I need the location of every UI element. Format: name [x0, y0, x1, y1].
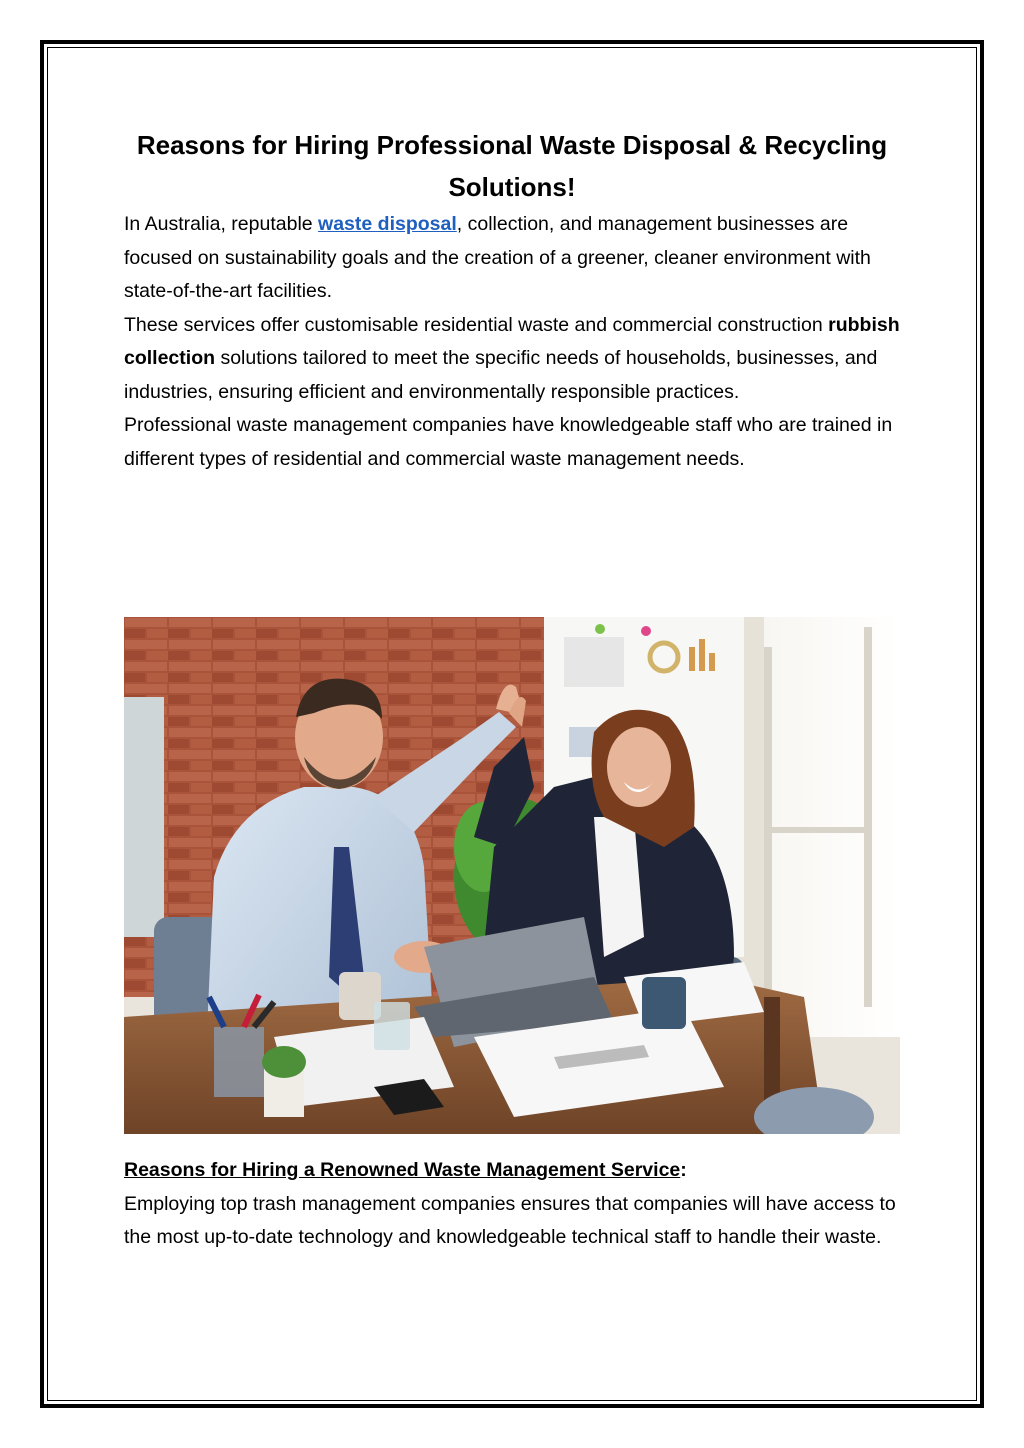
section-subheading-text: Reasons for Hiring a Renowned Waste Management Service	[124, 1159, 681, 1181]
document-body	[124, 124, 900, 476]
office-high-five-photo	[124, 617, 900, 1134]
document-body-lower	[124, 1154, 900, 1255]
paragraph-intro-end: , collection, and management businesses are focused on sustainability goals and the creation of a greener, cleaner environment with state-of-the-art facilities.	[124, 213, 871, 302]
paragraph-technology: Employing top trash management companies ensures that companies will have access to the most up-to-date technology and knowledgeable technical staff to handle their waste.	[124, 1192, 896, 1248]
section-subheading-colon: :	[680, 1159, 687, 1181]
paragraph-staff: Professional waste management companies have knowledgeable staff who are trained in different types of residential and commercial waste management needs.	[124, 414, 893, 470]
page-title: Reasons for Hiring Professional Waste Disposal & Recycling Solutions!	[136, 130, 888, 202]
waste-disposal-link[interactable]: waste disposal	[318, 213, 457, 235]
paragraph-services	[124, 309, 900, 410]
rubbish-collection-bold: rubbish collection	[124, 313, 900, 369]
paragraph-services-start: These services offer customisable residential waste and commercial construction	[124, 313, 829, 336]
section-subheading	[124, 1154, 900, 1188]
paragraph-services-end: solutions tailored to meet the specific needs of households, businesses, and industries, ensuring efficient and environmentally responsible practices.	[124, 347, 878, 403]
paragraph-intro	[124, 208, 900, 309]
paragraph-intro-start: In Australia, reputable	[124, 213, 319, 235]
